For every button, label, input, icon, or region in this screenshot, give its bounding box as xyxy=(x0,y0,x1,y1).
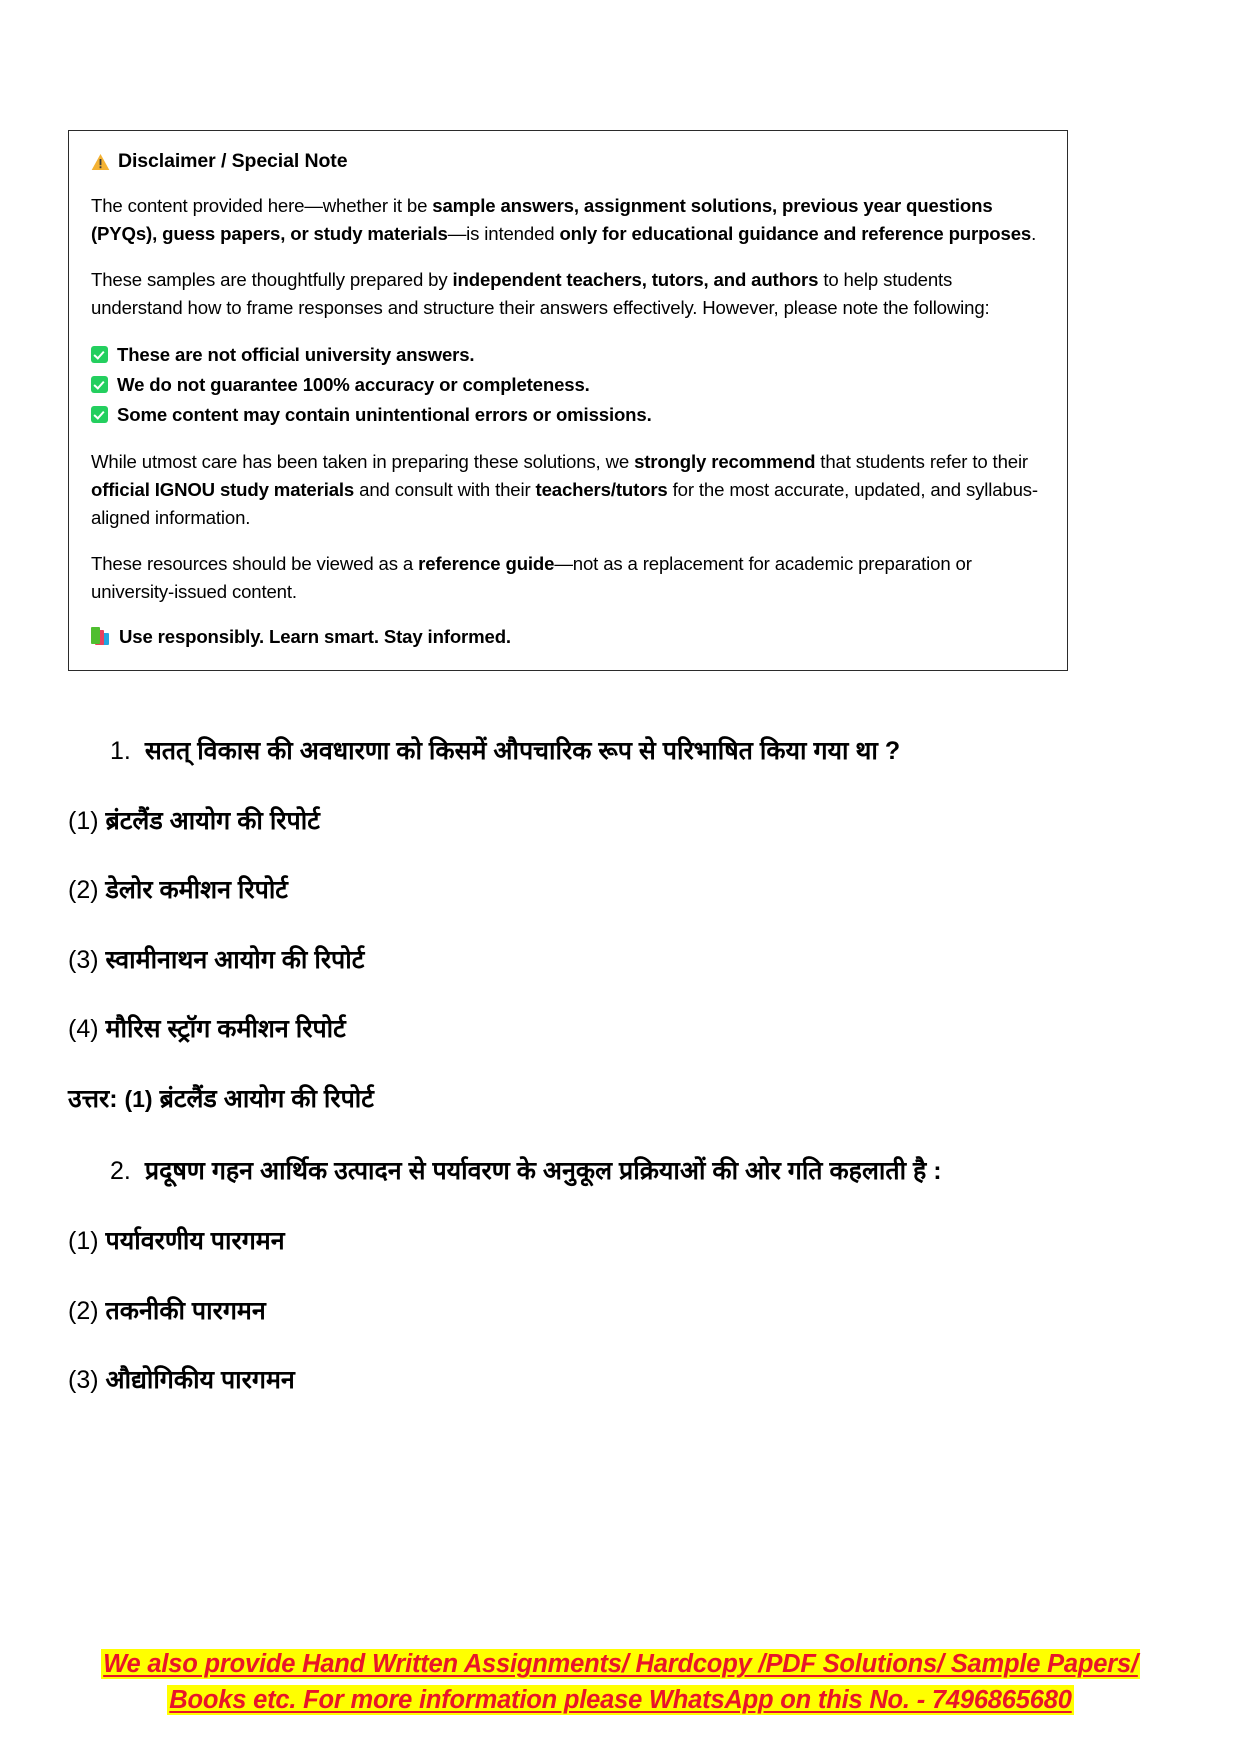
para2-part1: These samples are thoughtfully prepared by xyxy=(91,269,453,291)
question-1-option-4 xyxy=(0,1013,1241,1046)
green-check-icon xyxy=(91,376,108,393)
question-2-option-1 xyxy=(0,1225,1241,1258)
option-label: मौरिस स्ट्रॉग कमीशन रिपोर्ट xyxy=(105,1015,346,1044)
question-1-option-3 xyxy=(0,944,1241,977)
question-2-option-3 xyxy=(0,1364,1241,1397)
para4-bold1: reference guide xyxy=(418,552,555,574)
question-1-text: सतत् विकास की अवधारणा को किसमें औपचारिक रूप से परिभाषित किया गया था ? xyxy=(144,737,901,765)
disclaimer-paragraph-1 xyxy=(91,192,1045,248)
checklist-item-label: We do not guarantee 100% accuracy or completeness. xyxy=(117,374,590,396)
option-label: तकनीकी पारगमन xyxy=(105,1296,266,1325)
question-1 xyxy=(0,735,1241,769)
option-label: स्वामीनाथन आयोग की रिपोर्ट xyxy=(105,945,365,974)
disclaimer-paragraph-3 xyxy=(91,448,1045,532)
checklist-item xyxy=(91,400,1045,430)
books-icon xyxy=(91,627,110,646)
para3-bold3: teachers/tutors xyxy=(535,479,668,501)
question-2-option-2 xyxy=(0,1295,1241,1328)
option-label: पर्यावरणीय पारगमन xyxy=(105,1227,285,1255)
question-1-option-1 xyxy=(0,805,1241,838)
question-2 xyxy=(0,1155,1241,1189)
answer-pick: (1) xyxy=(124,1085,153,1112)
footer-line-1: We also provide Hand Written Assignments/ Hardcopy /PDF Solutions/ Sample Papers/ xyxy=(103,1650,1138,1678)
answer-label: उत्तर: xyxy=(68,1084,118,1113)
disclaimer-paragraph-4 xyxy=(91,550,1045,606)
question-2-number: 2. xyxy=(110,1157,131,1186)
option-number: (1) xyxy=(68,1227,99,1255)
disclaimer-paragraph-2 xyxy=(91,266,1045,322)
option-label: औद्योगिकीय पारगमन xyxy=(105,1366,295,1394)
option-number: (2) xyxy=(68,1296,99,1325)
checklist-item-label: Some content may contain unintentional errors or omissions. xyxy=(117,404,652,426)
option-number: (1) xyxy=(68,806,99,835)
para2-part2: to help students understand how to frame responses and structure their answers effectively. However, please note the following: xyxy=(91,269,990,319)
para4-part2: —not as a replacement for academic preparation or university-issued content. xyxy=(91,552,972,602)
disclaimer-closing-text: Use responsibly. Learn smart. Stay informed. xyxy=(119,625,511,647)
para3-part2: that students refer to their xyxy=(815,451,1028,473)
footer-line-2-wrap xyxy=(0,1682,1241,1718)
para1-bold2: only for educational guidance and reference purposes xyxy=(559,223,1032,245)
checklist-item xyxy=(91,370,1045,400)
question-1-option-2 xyxy=(0,874,1241,907)
option-number: (2) xyxy=(68,876,99,905)
option-number: (3) xyxy=(68,945,99,974)
checklist-item xyxy=(91,340,1045,370)
para3-part4: for the most accurate, updated, and syllabus-aligned information. xyxy=(91,479,1038,529)
para1-part1: The content provided here—whether it be xyxy=(91,195,433,217)
disclaimer-checklist xyxy=(91,340,1045,430)
question-2-text: प्रदूषण गहन आर्थिक उत्पादन से पर्यावरण के अनुकूल प्रक्रियाओं की ओर गति कहलाती है : xyxy=(144,1157,942,1186)
question-1-answer xyxy=(0,1083,1241,1116)
green-check-icon xyxy=(91,406,108,423)
disclaimer-box xyxy=(68,130,1068,671)
footer-line-2: Books etc. For more information please WhatsApp on this No. - 7496865680 xyxy=(169,1686,1072,1715)
para2-bold1: independent teachers, tutors, and authors xyxy=(452,269,819,291)
footer-line-1-wrap xyxy=(0,1646,1241,1682)
questions-area xyxy=(0,735,1241,1434)
answer-text: ब्रंटलैंड आयोग की रिपोर्ट xyxy=(159,1084,374,1113)
para4-part1: These resources should be viewed as a xyxy=(91,552,419,574)
option-label: ब्रंटलैंड आयोग की रिपोर्ट xyxy=(105,806,320,835)
checklist-item-label: These are not official university answers. xyxy=(117,343,475,365)
option-number: (4) xyxy=(68,1015,99,1044)
option-number: (3) xyxy=(68,1366,99,1394)
disclaimer-closing-line xyxy=(91,624,1045,650)
para1-part2: —is intended xyxy=(447,223,560,245)
para3-bold1: strongly recommend xyxy=(634,451,816,473)
para1-bold1: sample answers, assignment solutions, previous year questions (PYQs), guess papers, or study materials xyxy=(91,195,993,245)
para3-part3: and consult with their xyxy=(354,479,536,501)
warning-triangle-icon xyxy=(91,153,110,171)
disclaimer-title-text: Disclaimer / Special Note xyxy=(118,150,348,172)
para1-part3: . xyxy=(1031,223,1037,245)
green-check-icon xyxy=(91,346,108,363)
option-label: डेलोर कमीशन रिपोर्ट xyxy=(105,876,288,905)
para3-part1: While utmost care has been taken in preparing these solutions, we xyxy=(91,451,635,473)
footer-promo-banner xyxy=(0,1646,1241,1718)
disclaimer-title xyxy=(91,149,1045,174)
para3-bold2: official IGNOU study materials xyxy=(91,479,355,501)
question-1-number: 1. xyxy=(110,737,131,765)
